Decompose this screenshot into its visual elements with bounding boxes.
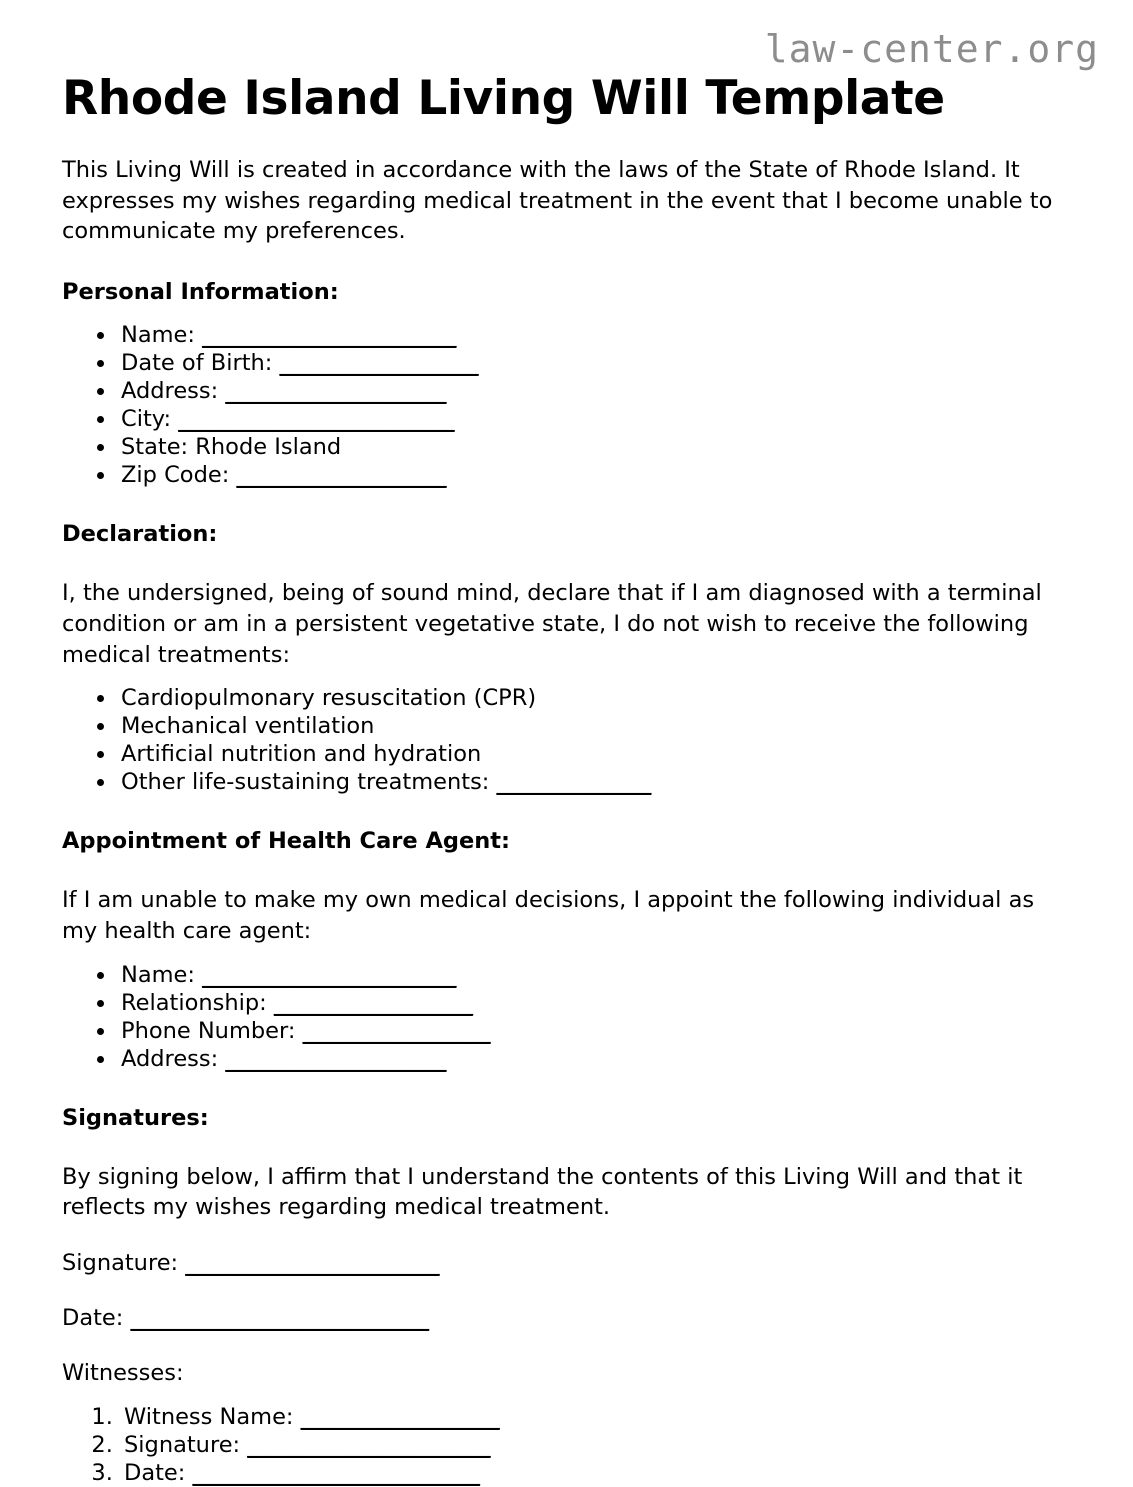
list-item bbox=[117, 961, 1071, 989]
field-label: Signature: bbox=[62, 1249, 179, 1276]
list-item bbox=[120, 1459, 1071, 1487]
declaration-treatments-list bbox=[62, 684, 1071, 796]
list-item bbox=[117, 349, 1071, 377]
fill-blank[interactable]: __________________________ bbox=[192, 1459, 480, 1486]
date-field bbox=[62, 1304, 1071, 1333]
fill-blank[interactable]: _________________________ bbox=[178, 406, 455, 433]
fill-blank[interactable]: _______________________ bbox=[185, 1249, 440, 1276]
field-label: Relationship: bbox=[121, 989, 267, 1016]
field-label: Signature: bbox=[124, 1431, 241, 1458]
health-care-agent-list bbox=[62, 961, 1071, 1073]
field-label: Date: bbox=[62, 1305, 124, 1332]
field-label: Address: bbox=[121, 378, 219, 405]
declaration-paragraph: I, the undersigned, being of sound mind, declare that if I am diagnosed with a terminal condition or am in a persistent vegetative state, I do not wish to receive the following medical treatments: bbox=[62, 580, 1042, 668]
list-item bbox=[117, 377, 1071, 405]
list-item bbox=[117, 321, 1071, 349]
field-label: Name: bbox=[121, 961, 195, 988]
field-label: Phone Number: bbox=[121, 1017, 296, 1044]
list-item bbox=[117, 461, 1071, 489]
health-care-agent-paragraph: If I am unable to make my own medical decisions, I appoint the following individual as my health care agent: bbox=[62, 887, 1035, 944]
site-watermark: law-center.org bbox=[764, 27, 1099, 71]
field-label: State: Rhode Island bbox=[121, 434, 342, 461]
fill-blank[interactable]: _______________________ bbox=[202, 961, 457, 988]
fill-blank[interactable]: ___________________________ bbox=[130, 1305, 429, 1332]
fill-blank[interactable]: ______________________ bbox=[247, 1431, 491, 1458]
treatment-label: Cardiopulmonary resuscitation (CPR) bbox=[121, 685, 537, 712]
list-item bbox=[117, 712, 1071, 740]
fill-blank[interactable]: ____________________ bbox=[225, 378, 447, 405]
list-item bbox=[117, 405, 1071, 433]
list-item bbox=[120, 1403, 1071, 1431]
fill-blank[interactable]: __________________ bbox=[279, 350, 479, 377]
witness-list bbox=[62, 1403, 1071, 1487]
field-label: Address: bbox=[121, 1045, 219, 1072]
personal-information-list bbox=[62, 321, 1071, 489]
field-label: Date: bbox=[124, 1459, 186, 1486]
treatment-label: Artificial nutrition and hydration bbox=[121, 741, 482, 768]
intro-paragraph: This Living Will is created in accordance with the laws of the State of Rhode Island. It expresses my wishes regarding medical treatment in the event that I become unable to communicate my preferences. bbox=[62, 157, 1053, 245]
treatment-label: Mechanical ventilation bbox=[121, 713, 375, 740]
list-item bbox=[120, 1431, 1071, 1459]
list-item bbox=[117, 1045, 1071, 1073]
signature-field bbox=[62, 1249, 1071, 1278]
list-item bbox=[117, 684, 1071, 712]
section-heading-health-care-agent: Appointment of Health Care Agent: bbox=[62, 828, 510, 855]
signatures-paragraph: By signing below, I affirm that I understand the contents of this Living Will and that it reflects my wishes regarding medical treatment. bbox=[62, 1163, 1023, 1221]
fill-blank[interactable]: _______________________ bbox=[202, 322, 457, 349]
field-label: City: bbox=[121, 406, 172, 433]
section-heading-declaration: Declaration: bbox=[62, 521, 218, 548]
section-heading-signatures: Signatures: bbox=[62, 1104, 209, 1131]
field-label: Date of Birth: bbox=[121, 350, 273, 377]
witnesses-label: Witnesses: bbox=[62, 1360, 184, 1387]
list-item bbox=[117, 433, 1071, 461]
fill-blank[interactable]: _________________ bbox=[302, 1017, 491, 1044]
field-label: Name: bbox=[121, 322, 195, 349]
fill-blank[interactable]: ___________________ bbox=[236, 462, 447, 489]
list-item bbox=[117, 740, 1071, 768]
fill-blank[interactable]: ______________ bbox=[496, 769, 652, 796]
fill-blank[interactable]: __________________ bbox=[273, 989, 473, 1016]
section-heading-personal-information: Personal Information: bbox=[62, 278, 339, 305]
list-item bbox=[117, 768, 1071, 796]
field-label: Zip Code: bbox=[121, 462, 230, 489]
list-item bbox=[117, 1017, 1071, 1045]
fill-blank[interactable]: ____________________ bbox=[225, 1045, 447, 1072]
fill-blank[interactable]: __________________ bbox=[300, 1403, 500, 1430]
field-label: Witness Name: bbox=[124, 1403, 294, 1430]
page-title: Rhode Island Living Will Template bbox=[62, 71, 945, 126]
list-item bbox=[117, 989, 1071, 1017]
treatment-label: Other life-sustaining treatments: bbox=[121, 769, 490, 796]
